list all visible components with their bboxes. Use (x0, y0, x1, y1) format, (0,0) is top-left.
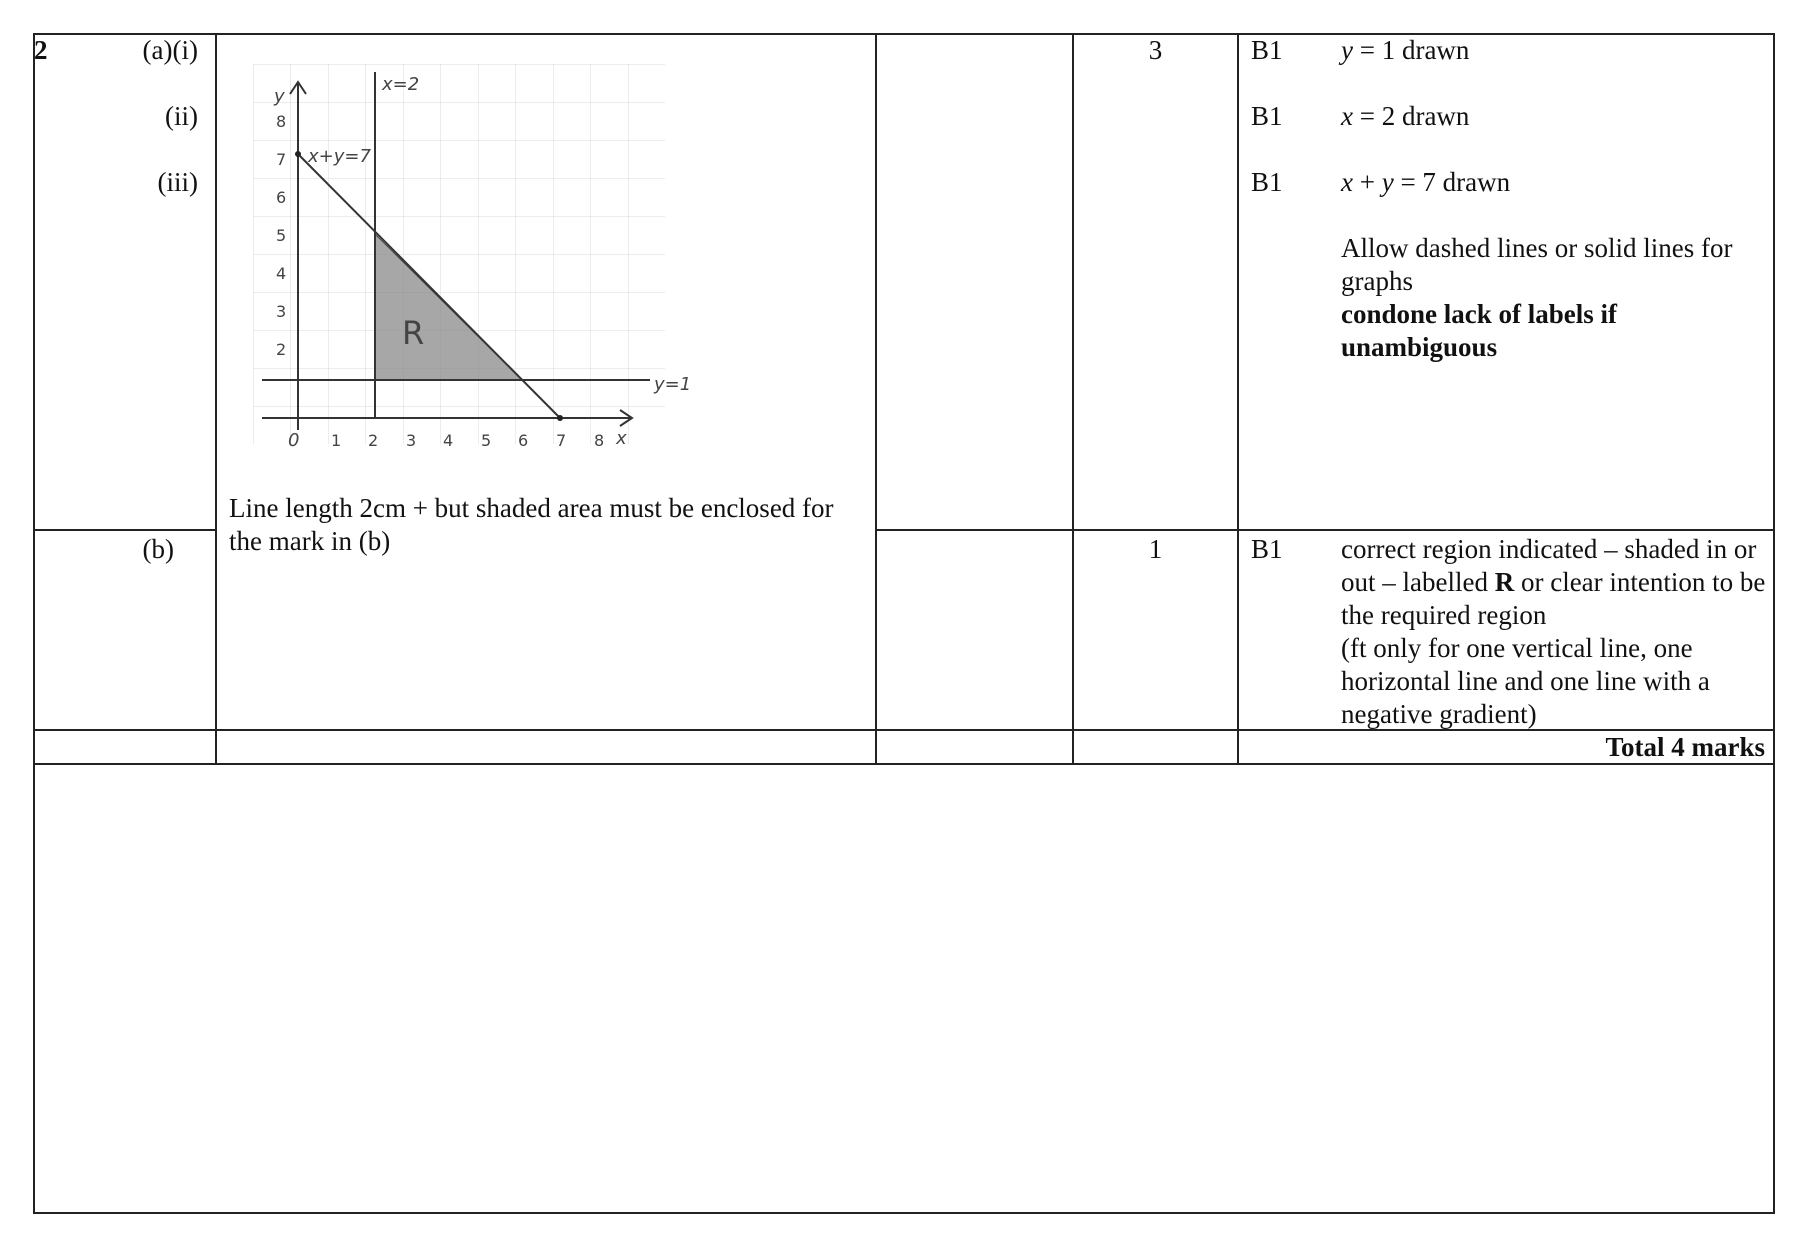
intercept-dot-x (557, 415, 563, 421)
scheme-b-text (1341, 533, 1769, 632)
y-tick-label: 4 (276, 264, 287, 283)
column-divider-4 (1237, 33, 1239, 764)
total-marks: Total 4 marks (1605, 732, 1765, 762)
y-tick-label: 6 (276, 188, 287, 207)
column-divider-1 (215, 33, 217, 764)
x-tick-label: 3 (406, 431, 417, 450)
var-x: x (1341, 167, 1353, 197)
scheme-a-i-text: = 1 drawn (1352, 35, 1470, 65)
label-y-equals-1: y=1 (654, 374, 692, 395)
x-tick-label: 0 (288, 430, 300, 451)
region-r-label: R (402, 314, 425, 352)
var-y: y (1381, 167, 1394, 197)
x-tick-label: 6 (518, 431, 529, 450)
page-frame-right (1773, 33, 1775, 1214)
scheme-b-text-bold: R (1494, 567, 1515, 597)
x-tick-label: 4 (443, 431, 454, 450)
x-axis-label: x (616, 428, 627, 449)
y-tick-label: 3 (276, 302, 287, 321)
scheme-b-text-pre: correct region indicated – shaded in or out – labelled (1341, 534, 1757, 597)
column-divider-2 (875, 33, 877, 764)
scheme-b-text-post: or clear intention to be the required region (1341, 567, 1766, 630)
part-a-iii-label: (iii) (157, 167, 198, 197)
y-axis-label: y (274, 86, 285, 107)
x-tick-label: 8 (594, 431, 605, 450)
scheme-a-ii (1341, 100, 1469, 133)
scheme-a-ii-text: = 2 drawn (1352, 101, 1470, 131)
y-tick-label: 7 (276, 150, 287, 169)
var-y: y (1341, 35, 1353, 65)
scheme-a-i (1341, 34, 1469, 67)
part-a-i-label: (a)(i) (142, 35, 198, 65)
mark-code-a-iii: B1 (1251, 167, 1283, 197)
table-border-top (33, 33, 1775, 35)
marks-part-b: 1 (1148, 534, 1163, 564)
table-row-divider-a-b-right (875, 529, 1775, 531)
plus-sign: + (1352, 167, 1382, 197)
answer-note: Line length 2cm + but shaded area must be enclosed for the mark in (b) (229, 493, 834, 556)
x-tick-label: 2 (368, 431, 379, 450)
intercept-dot-y (295, 151, 301, 157)
x-tick-label: 7 (556, 431, 567, 450)
label-x-equals-2: x=2 (382, 74, 420, 95)
question-number: 2 (34, 35, 48, 65)
graph-grid (253, 64, 665, 444)
marks-part-a: 3 (1148, 35, 1163, 65)
table-row-divider-a-b-left (33, 529, 215, 531)
scheme-note-dashed-lines: Allow dashed lines or solid lines for graphs (1341, 233, 1733, 296)
scheme-a-iii-text: = 7 drawn (1393, 167, 1511, 197)
scheme-b-ft-note: (ft only for one vertical line, one horizontal line and one line with a negative gradient) (1341, 633, 1710, 729)
mark-code-b: B1 (1251, 534, 1283, 564)
y-tick-label: 8 (276, 112, 287, 131)
column-divider-3 (1072, 33, 1074, 764)
page-frame-bottom (33, 1212, 1775, 1214)
part-a-ii-label: (ii) (165, 101, 198, 131)
mark-code-a-ii: B1 (1251, 101, 1283, 131)
label-x-plus-y-equals-7: x+y=7 (308, 146, 371, 167)
graph-figure (250, 62, 720, 462)
part-b-label: (b) (142, 534, 174, 564)
x-tick-label: 1 (331, 431, 342, 450)
mark-code-a-i: B1 (1251, 35, 1283, 65)
x-tick-label: 5 (481, 431, 492, 450)
scheme-a-iii (1341, 166, 1510, 199)
y-tick-label: 2 (276, 340, 287, 359)
page-frame-left (33, 33, 35, 1214)
var-x: x (1341, 101, 1353, 131)
y-tick-label: 5 (276, 226, 287, 245)
scheme-note-condone-labels: condone lack of labels if unambiguous (1341, 299, 1618, 362)
